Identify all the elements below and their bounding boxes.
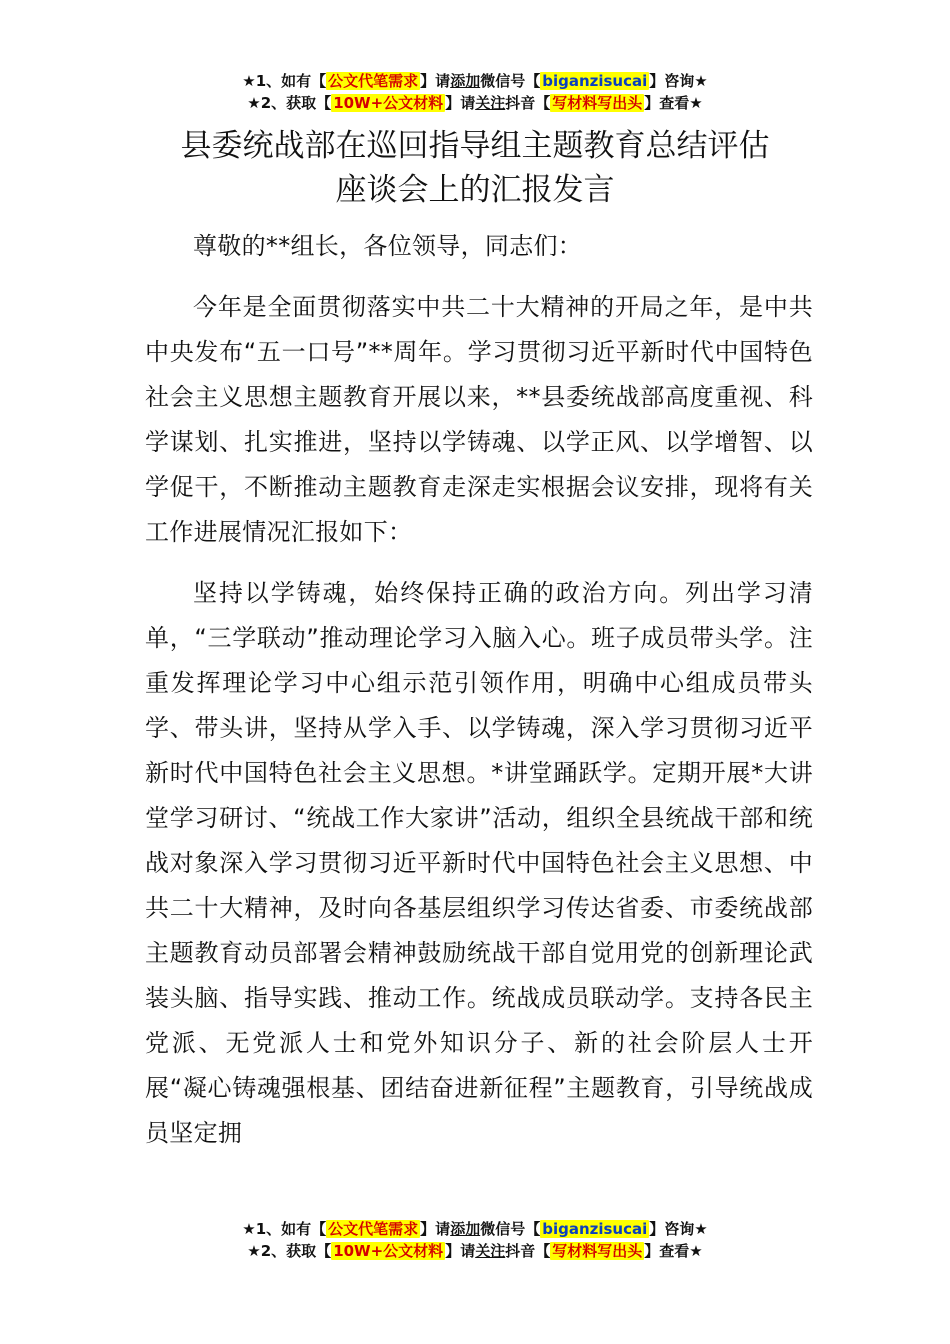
banner-highlight: 公文代笔需求 (328, 72, 419, 90)
banner-line-1 (0, 70, 950, 92)
banner-text: 】请 (445, 1242, 476, 1260)
banner-underlined-text: 关注 (475, 94, 506, 112)
banner-douyin-id: 写材料写出头 (552, 1242, 643, 1260)
banner-highlight: 公文代笔需求 (328, 1220, 419, 1238)
banner-text: ★1、如有【 (242, 1220, 327, 1238)
banner-wechat-id: biganzisucai (542, 1220, 648, 1238)
banner-text: ★2、获取【 (247, 94, 332, 112)
banner-underlined-text: 关注 (475, 1242, 506, 1260)
banner-text: 】请 (420, 1220, 451, 1238)
banner-text: 】请 (445, 94, 476, 112)
banner-wechat-id: biganzisucai (542, 72, 648, 90)
title-line-1: 县委统战部在巡回指导组主题教育总结评估 (180, 128, 770, 164)
banner-text: 】请 (420, 72, 451, 90)
salutation-paragraph: 尊敬的**组长，各位领导，同志们： (193, 232, 583, 260)
document-body (145, 224, 813, 1156)
banner-text: 】咨询★ (649, 1220, 708, 1238)
banner-text: ★2、获取【 (247, 1242, 332, 1260)
banner-text: 】咨询★ (649, 72, 708, 90)
document-title (0, 124, 950, 212)
banner-text: 抖音【 (505, 94, 551, 112)
banner-text: 】查看★ (644, 1242, 703, 1260)
banner-text: 微信号【 (480, 72, 541, 90)
banner-line-2 (0, 1240, 950, 1262)
banner-text: 】查看★ (644, 94, 703, 112)
banner-text: 微信号【 (480, 1220, 541, 1238)
banner-line-1 (0, 1218, 950, 1240)
banner-highlight: 10W+公文材料 (333, 1242, 444, 1260)
banner-underlined-text: 添加 (450, 72, 481, 90)
header-banner (0, 70, 950, 114)
banner-highlight: 10W+公文材料 (333, 94, 444, 112)
banner-douyin-id: 写材料写出头 (552, 94, 643, 112)
banner-text: 抖音【 (505, 1242, 551, 1260)
footer-banner (0, 1218, 950, 1262)
banner-underlined-text: 添加 (450, 1220, 481, 1238)
body-paragraph: 今年是全面贯彻落实中共二十大精神的开局之年，是中共中央发布“五一口号”**周年。学习贯彻习近平新时代中国特色社会主义思想主题教育开展以来，**县委统战部高度重视、科学谋划、扎实推进，坚持以学铸魂、以学正风、以学增智、以学促干，不断推动主题教育走深走实根据会议安排，现将有关工作进展情况汇报如下： (145, 293, 813, 546)
body-paragraph: 坚持以学铸魂，始终保持正确的政治方向。列出学习清单，“三学联动”推动理论学习入脑入心。班子成员带头学。注重发挥理论学习中心组示范引领作用，明确中心组成员带头学、带头讲，坚持从学入手、以学铸魂，深入学习贯彻习近平新时代中国特色社会主义思想。*讲堂踊跃学。定期开展*大讲堂学习研讨、“统战工作大家讲”活动，组织全县统战干部和统战对象深入学习贯彻习近平新时代中国特色社会主义思想、中共二十大精神，及时向各基层组织学习传达省委、市委统战部主题教育动员部署会精神鼓励统战干部自觉用党的创新理论武装头脑、指导实践、推动工作。统战成员联动学。支持各民主党派、无党派人士和党外知识分子、新的社会阶层人士开展“凝心铸魂强根基、团结奋进新征程”主题教育，引导统战成员坚定拥 (145, 579, 813, 1147)
banner-text: ★1、如有【 (242, 72, 327, 90)
banner-line-2 (0, 92, 950, 114)
title-line-2: 座谈会上的汇报发言 (335, 172, 615, 208)
